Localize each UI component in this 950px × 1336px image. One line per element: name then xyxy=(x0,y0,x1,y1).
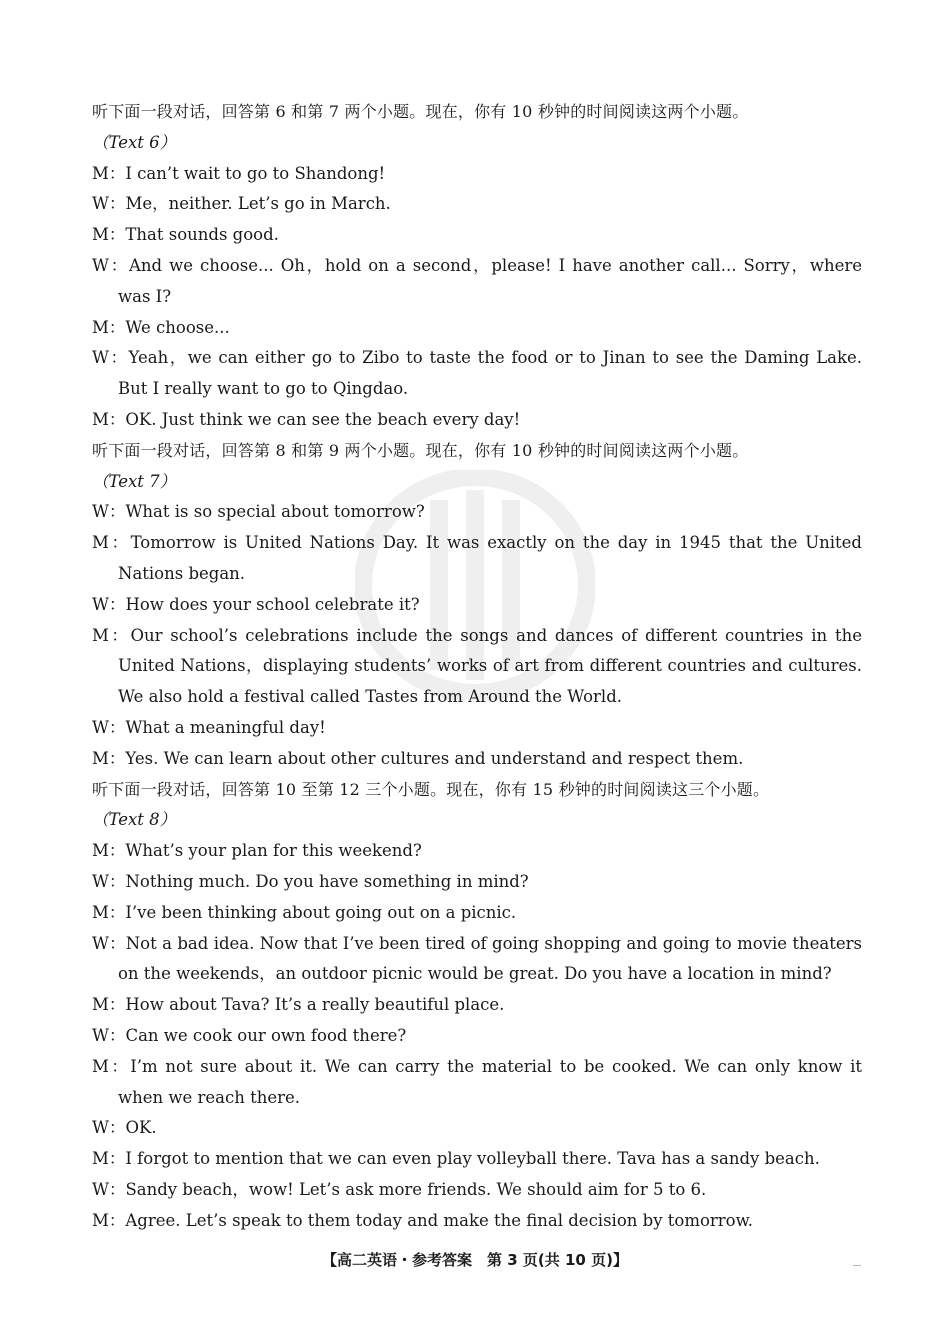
dialogue-line: M：I can’t wait to go to Shandong! xyxy=(92,163,386,183)
dialogue-line: W：Not a bad idea. Now that I’ve been tired of going shopping and going to movie theaters on the weekends，an outdoor picnic would be great. Do you have a location in mind? xyxy=(92,933,862,984)
dialogue-line: W：OK. xyxy=(92,1118,157,1138)
text-label: （Text 6） xyxy=(92,132,177,152)
dialogue-line: W：Nothing much. Do you have something in mind? xyxy=(92,871,529,891)
dialogue-line: M：That sounds good. xyxy=(92,225,279,245)
instruction-line: 听下面一段对话，回答第 6 和第 7 两个小题。现在，你有 10 秒钟的时间阅读这两个小题。 xyxy=(92,102,749,121)
dialogue-line: W：Me，neither. Let’s go in March. xyxy=(92,194,391,214)
instruction-line: 听下面一段对话，回答第 10 至第 12 三个小题。现在，你有 15 秒钟的时间阅读这三个小题。 xyxy=(92,779,770,799)
dialogue-line: M：Tomorrow is United Nations Day. It was exactly on the day in 1945 that the United Nations began. xyxy=(92,533,862,583)
dialogue-line: W：Yeah，we can either go to Zibo to taste the food or to Jinan to see the Daming Lake. But I really want to go to Qingdao. xyxy=(92,348,862,399)
dialogue-line: M：We choose... xyxy=(92,317,230,337)
dialogue-line: M：How about Tava? It’s a really beautiful place. xyxy=(92,995,505,1015)
dialogue-line: W：And we choose... Oh，hold on a second，please! I have another call... Sorry，where was I? xyxy=(92,255,862,306)
dialogue-line: M：OK. Just think we can see the beach every day! xyxy=(92,409,521,429)
dialogue-line: M：I’ve been thinking about going out on a picnic. xyxy=(92,902,517,922)
dialogue-line: W：How does your school celebrate it? xyxy=(92,594,420,614)
page-footer: 【高二英语・参考答案 第 3 页(共 10 页)】 xyxy=(322,1251,628,1269)
corner-mark xyxy=(853,1265,861,1266)
dialogue-line: M：What’s your plan for this weekend? xyxy=(92,841,422,861)
instruction-line: 听下面一段对话，回答第 8 和第 9 两个小题。现在，你有 10 秒钟的时间阅读这两个小题。 xyxy=(92,440,749,460)
dialogue-line: W：Sandy beach，wow! Let’s ask more friends. We should aim for 5 to 6. xyxy=(92,1179,707,1199)
text-label: （Text 8） xyxy=(92,810,177,830)
answer-text-content xyxy=(92,97,862,1236)
dialogue-line: M：Agree. Let’s speak to them today and make the final decision by tomorrow. xyxy=(92,1210,754,1230)
dialogue-line: M：I’m not sure about it. We can carry the material to be cooked. We can only know it when we reach there. xyxy=(92,1056,862,1107)
text-label: （Text 7） xyxy=(92,471,177,491)
dialogue-line: M：I forgot to mention that we can even play volleyball there. Tava has a sandy beach. xyxy=(92,1149,820,1169)
dialogue-line: W：Can we cook our own food there? xyxy=(92,1025,407,1045)
dialogue-line: M：Yes. We can learn about other cultures and understand and respect them. xyxy=(92,748,744,768)
dialogue-line: W：What a meaningful day! xyxy=(92,717,326,737)
dialogue-line: W：What is so special about tomorrow? xyxy=(92,502,425,522)
dialogue-line: M：Our school’s celebrations include the songs and dances of different countries in the United Nations，displaying students’ works of art from different countries and cultures. We also hold a festival called Tastes from Around the World. xyxy=(92,625,862,707)
